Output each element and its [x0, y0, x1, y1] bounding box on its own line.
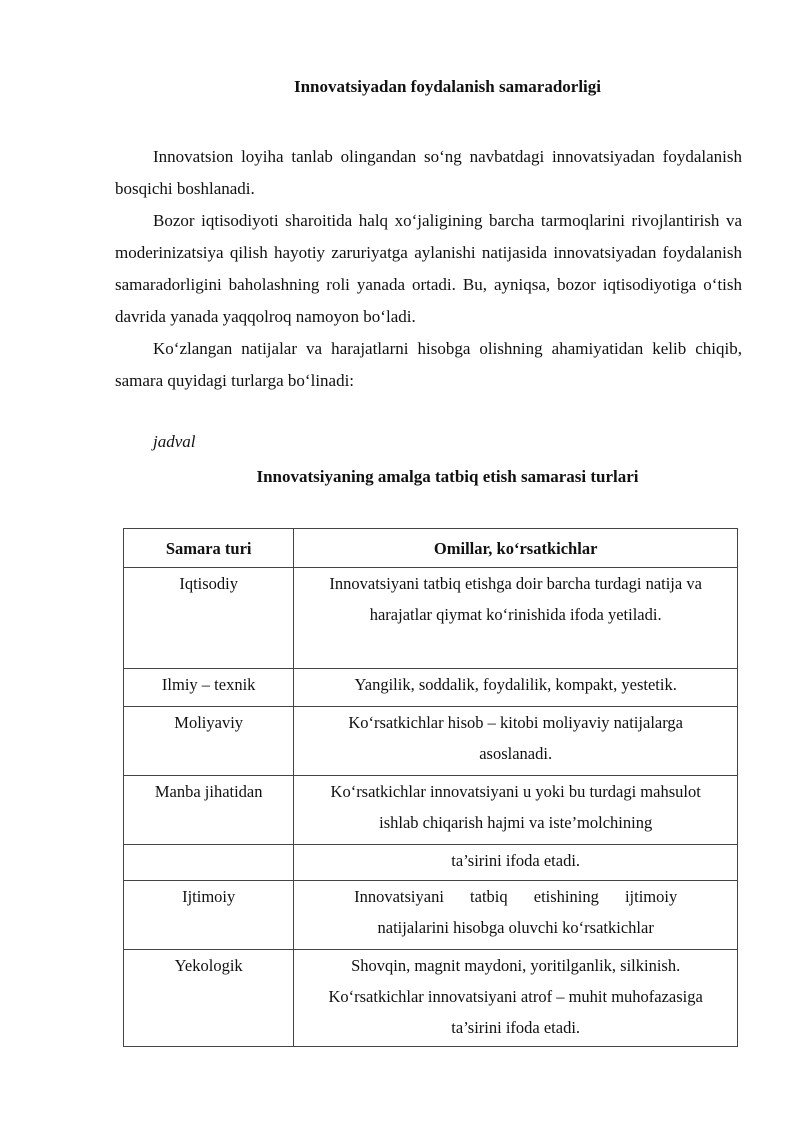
factor-line: Ko‘rsatkichlar hisob – kitobi moliyaviy natijalarga — [348, 713, 683, 732]
factor-line: Ko‘rsatkichlar innovatsiyani u yoki bu turdagi mahsulot — [330, 782, 701, 801]
row-type: Moliyaviy — [124, 707, 294, 776]
row-factors — [294, 568, 738, 669]
table-label: jadval — [153, 432, 196, 451]
factor-line: ta’sirini ifoda etadi. — [451, 1018, 581, 1037]
row-factors — [294, 776, 738, 845]
factor-line: Innovatsiyani tatbiq etishining ijtimoiy — [354, 887, 678, 906]
row-type: Manba jihatidan — [124, 776, 294, 845]
row-type: Iqtisodiy — [124, 568, 294, 669]
paragraph-1: Innovatsion loyiha tanlab olingandan so‘ng navbatdagi innovatsiyadan foydalanish bosqichi boshlanadi. — [115, 147, 742, 198]
header-omillar: Omillar, ko‘rsatkichlar — [294, 529, 738, 568]
factor-line: Innovatsiyani tatbiq etishga doir barcha turdagi natija va — [329, 574, 702, 593]
factor-line: harajatlar qiymat ko‘rinishida ifoda yetiladi. — [369, 605, 662, 624]
factor-line: asoslanadi. — [479, 744, 553, 763]
row-type: Ijtimoiy — [124, 881, 294, 950]
row-factors — [294, 845, 738, 881]
table-header-row — [124, 529, 738, 568]
table-row — [124, 950, 738, 1047]
paragraph-2: Bozor iqtisodiyoti sharoitida halq xo‘jaligining barcha tarmoqlarini rivojlantirish va moderinizatsiya qilish hayotiy zaruriyatga aylanishi natijasida innovatsiyadan foydalanish samaradorligini baholashning roli yanada ortadi. Bu, ayniqsa, bozor iqtisodiyotiga o‘tish davrida yanada yaqqolroq namoyon bo‘ladi. — [115, 211, 742, 326]
factor-line: ta’sirini ifoda etadi. — [451, 851, 581, 870]
body-text — [115, 141, 742, 397]
samara-table — [123, 528, 738, 1047]
row-type: Yekologik — [124, 950, 294, 1047]
factor-line: Shovqin, magnit maydoni, yoritilganlik, silkinish. — [351, 956, 681, 975]
header-samara-turi: Samara turi — [124, 529, 294, 568]
factor-line: natijalarini hisobga oluvchi ko‘rsatkichlar — [377, 918, 654, 937]
table-row — [124, 568, 738, 669]
table-title: Innovatsiyaning amalga tatbiq etish samarasi turlari — [256, 467, 639, 486]
table-row — [124, 669, 738, 707]
factor-line: Ko‘rsatkichlar innovatsiyani atrof – muhit muhofazasiga — [328, 987, 703, 1006]
factor-line: Yangilik, soddalik, foydalilik, kompakt, yestetik. — [354, 675, 677, 694]
row-factors — [294, 950, 738, 1047]
row-factors — [294, 669, 738, 707]
row-factors — [294, 881, 738, 950]
row-type: Ilmiy – texnik — [124, 669, 294, 707]
document-title: Innovatsiyadan foydalanish samaradorligi — [293, 77, 601, 96]
row-type — [124, 845, 294, 881]
row-factors — [294, 707, 738, 776]
table-row — [124, 707, 738, 776]
table-row — [124, 881, 738, 950]
factor-line: ishlab chiqarish hajmi va iste’molchining — [379, 813, 653, 832]
table-row — [124, 845, 738, 881]
paragraph-3: Ko‘zlangan natijalar va harajatlarni hisobga olishning ahamiyatidan kelib chiqib, samara quyidagi turlarga bo‘linadi: — [115, 339, 742, 390]
table-row — [124, 776, 738, 845]
